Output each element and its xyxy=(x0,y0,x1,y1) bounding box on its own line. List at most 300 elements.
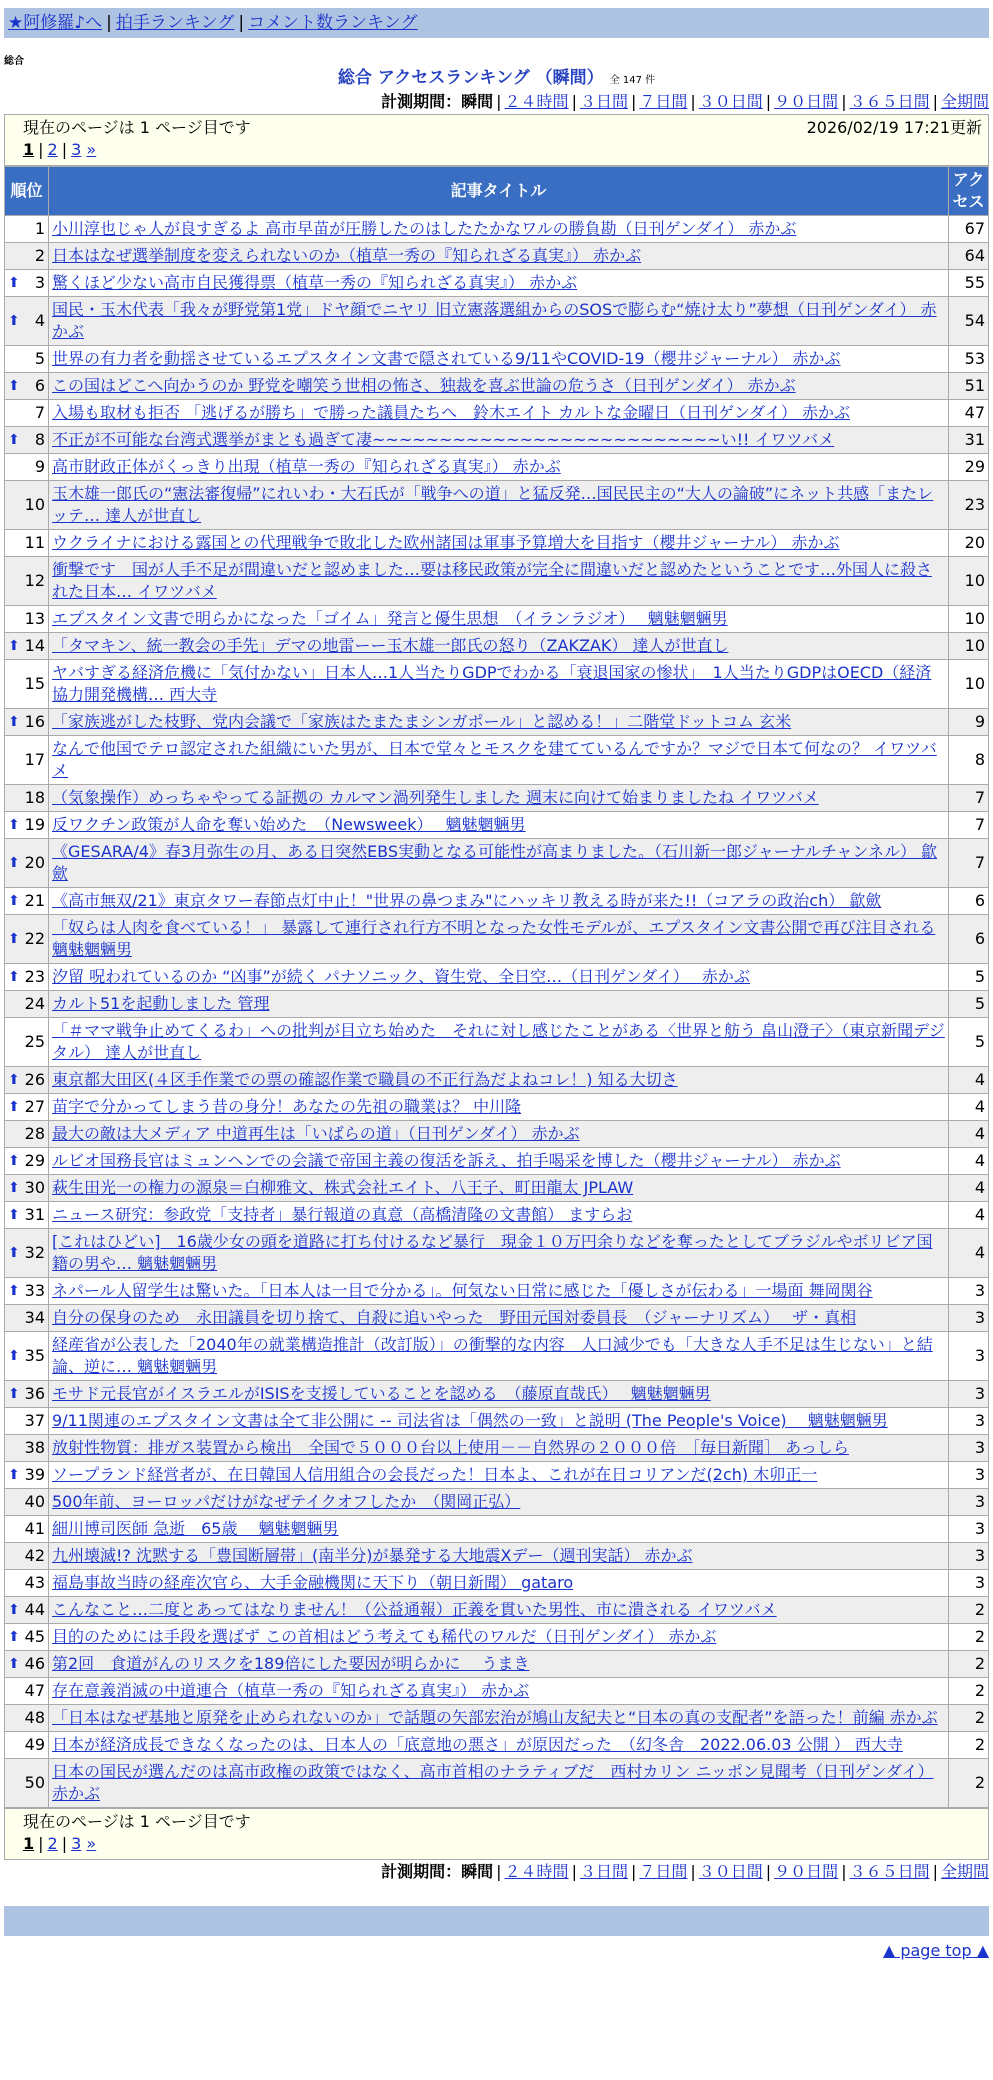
article-link[interactable]: 日本が経済成長できなくなったのは、日本人の「底意地の悪さ」が原因だった （幻冬舎 2022.06.03 公開 ） 西大寺 xyxy=(52,1735,903,1754)
up-arrow-icon: ⬆ xyxy=(8,1072,20,1088)
access-count: 2 xyxy=(949,1624,989,1651)
title-cell xyxy=(49,1018,949,1067)
table-row xyxy=(5,346,989,373)
page-status: 現在のページは 1 ページ目です xyxy=(23,118,251,137)
access-count: 3 xyxy=(949,1305,989,1332)
rank-number: 26 xyxy=(24,1070,45,1089)
rank-number: 44 xyxy=(24,1600,45,1619)
title-cell xyxy=(49,1381,949,1408)
rank-number: 39 xyxy=(24,1465,45,1484)
page-link[interactable]: 2 xyxy=(47,1834,58,1853)
rank-number: 4 xyxy=(34,311,45,330)
title-cell xyxy=(49,964,949,991)
rank-cell xyxy=(5,1202,49,1229)
rank-cell xyxy=(5,1278,49,1305)
rank-cell xyxy=(5,427,49,454)
article-link[interactable]: 放射性物質：排ガス装置から検出 全国で５０００台以上使用－－自然界の２０００倍 ［毎日新聞］ あっしら xyxy=(52,1438,849,1457)
table-row xyxy=(5,839,989,888)
rank-cell xyxy=(5,481,49,530)
up-arrow-icon: ⬆ xyxy=(8,1245,20,1261)
access-count: 10 xyxy=(949,633,989,660)
rank-number: 12 xyxy=(24,571,45,590)
table-row xyxy=(5,427,989,454)
rank-cell xyxy=(5,709,49,736)
article-link[interactable]: 自分の保身のため 永田議員を切り捨て、自殺に追いやった 野田元国対委員長 （ジャーナリズム） ザ・真相 xyxy=(52,1308,857,1327)
article-link[interactable]: 「日本はなぜ基地と原発を止められないのか」で話題の矢部宏治が鳩山友紀夫と“日本の真の支配者”を語った！前編 赤かぶ xyxy=(52,1708,938,1727)
table-row xyxy=(5,557,989,606)
rank-number: 2 xyxy=(34,246,45,265)
period-option-link[interactable]: ９０日間 xyxy=(774,92,839,111)
article-link[interactable]: 経産省が公表した「2040年の就業構造推計（改訂版）」の衝撃的な内容 人口減少でも「大きな人手不足は生じない」と結論、逆に… 魑魅魍魎男 xyxy=(52,1335,933,1376)
article-link[interactable]: 汐留 呪われているのか “凶事”が続く パナソニック、資生党、全日空…（日刊ゲンダイ） 赤かぶ xyxy=(52,967,750,986)
period-option-link[interactable]: ９０日間 xyxy=(774,1862,839,1881)
title-cell xyxy=(49,1678,949,1705)
rank-number: 11 xyxy=(24,533,45,552)
clap-ranking-link[interactable]: 拍手ランキング xyxy=(115,13,235,33)
rank-cell xyxy=(5,1018,49,1067)
title-cell xyxy=(49,736,949,785)
table-row xyxy=(5,297,989,346)
rank-cell xyxy=(5,1067,49,1094)
current-page: 1 xyxy=(23,140,35,159)
access-count: 2 xyxy=(949,1678,989,1705)
rank-cell xyxy=(5,839,49,888)
ranking-title xyxy=(4,66,989,90)
up-arrow-icon: ⬆ xyxy=(8,931,20,947)
comment-ranking-link[interactable]: コメント数ランキング xyxy=(248,13,418,33)
access-count: 5 xyxy=(949,964,989,991)
article-link[interactable]: 高市財政正体がくっきり出現（植草一秀の『知られざる真実』） 赤かぶ xyxy=(52,457,561,476)
ranking-table xyxy=(4,166,989,1808)
rank-cell xyxy=(5,991,49,1018)
up-arrow-icon: ⬆ xyxy=(8,1348,20,1364)
article-link[interactable]: 福島事故当時の経産次官ら、大手金融機関に天下り（朝日新聞） gataro xyxy=(52,1573,574,1592)
access-count: 10 xyxy=(949,606,989,633)
article-link[interactable]: 国民・玉木代表「我々が野党第1党」ドヤ顔でニヤリ 旧立憲落選組からのSOSで膨らむ“焼け太り”夢想（日刊ゲンダイ） 赤かぶ xyxy=(52,300,937,341)
access-count: 3 xyxy=(949,1516,989,1543)
access-count: 4 xyxy=(949,1229,989,1278)
table-row xyxy=(5,270,989,297)
up-arrow-icon: ⬆ xyxy=(8,638,20,654)
table-row xyxy=(5,1094,989,1121)
table-row xyxy=(5,660,989,709)
article-link[interactable]: 入場も取材も拒否 「逃げるが勝ち」で勝った議員たちへ 鈴木エイト カルトな金曜日（日刊ゲンダイ） 赤かぶ xyxy=(52,403,850,422)
table-row xyxy=(5,1624,989,1651)
access-count: 3 xyxy=(949,1543,989,1570)
access-count: 7 xyxy=(949,839,989,888)
rank-cell xyxy=(5,1759,49,1808)
article-link[interactable]: ウクライナにおける露国との代理戦争で敗北した欧州諸国は軍事予算増大を目指す（櫻井ジャーナル） 赤かぶ xyxy=(52,533,840,552)
up-arrow-icon: ⬆ xyxy=(8,275,20,291)
access-count: 6 xyxy=(949,915,989,964)
page-link[interactable]: 2 xyxy=(47,140,58,159)
rank-number: 3 xyxy=(34,273,45,292)
table-row xyxy=(5,1332,989,1381)
rank-cell xyxy=(5,1332,49,1381)
up-arrow-icon: ⬆ xyxy=(8,714,20,730)
article-link[interactable]: 日本はなぜ選挙制度を変えられないのか（植草一秀の『知られざる真実』） 赤かぶ xyxy=(52,246,642,265)
title-cell xyxy=(49,216,949,243)
rank-cell xyxy=(5,530,49,557)
title-cell xyxy=(49,1202,949,1229)
article-link[interactable]: ネパール人留学生は驚いた。「日本人は一目で分かる」。何気ない日常に感じた「優しさが伝わる」一場面 舞岡関谷 xyxy=(52,1281,873,1300)
access-count: 8 xyxy=(949,736,989,785)
page-separator: | xyxy=(61,140,68,159)
page-separator: | xyxy=(38,1834,44,1853)
title-cell xyxy=(49,1067,949,1094)
up-arrow-icon: ⬆ xyxy=(8,1656,20,1672)
period-option-link[interactable]: ３日間 xyxy=(579,92,628,111)
access-count: 64 xyxy=(949,243,989,270)
rank-cell xyxy=(5,454,49,481)
rank-number: 20 xyxy=(24,853,45,872)
title-cell xyxy=(49,660,949,709)
rank-cell xyxy=(5,1624,49,1651)
article-link[interactable]: 「奴らは人肉を食べている！」 暴露して連行され行方不明となった女性モデルが、エプスタイン文書公開で再び注目される 魑魅魍魎男 xyxy=(52,918,936,959)
rank-number: 43 xyxy=(24,1573,45,1592)
period-label: 計測期間： xyxy=(381,92,462,111)
rank-cell xyxy=(5,1489,49,1516)
title-cell xyxy=(49,1148,949,1175)
access-count: 10 xyxy=(949,660,989,709)
table-row xyxy=(5,812,989,839)
next-page-link[interactable]: » xyxy=(86,1834,97,1853)
page-status: 現在のページは 1 ページ目です xyxy=(23,1812,251,1831)
article-link[interactable]: 第2回 食道がんのリスクを189倍にした要因が明らかに うまき xyxy=(52,1654,530,1673)
title-cell xyxy=(49,530,949,557)
title-cell xyxy=(49,915,949,964)
rank-cell xyxy=(5,1597,49,1624)
access-count: 51 xyxy=(949,373,989,400)
rank-cell xyxy=(5,1229,49,1278)
article-link[interactable]: この国はどこへ向かうのか 野党を嘲笑う世相の怖さ、独裁を喜ぶ世論の危うさ（日刊ゲンダイ） 赤かぶ xyxy=(52,376,796,395)
col-access-header: アクセス xyxy=(949,167,989,216)
rank-cell xyxy=(5,915,49,964)
article-link[interactable]: 萩生田光一の権力の源泉＝白柳雅文、株式会社エイト、八王子、町田龍太 JPLAW xyxy=(52,1178,634,1197)
rank-number: 1 xyxy=(34,219,45,238)
table-row xyxy=(5,964,989,991)
period-separator: | xyxy=(630,92,637,111)
rank-number: 10 xyxy=(24,495,45,514)
article-link[interactable]: 《高市無双/21》東京タワー春節点灯中止！"世界の鼻つまみ"にハッキリ教える時が来た!!（コアラの政治ch） 歙歛 xyxy=(52,891,882,910)
rank-cell xyxy=(5,557,49,606)
rank-cell xyxy=(5,736,49,785)
home-link[interactable]: ★阿修羅♪へ xyxy=(8,13,103,33)
up-arrow-icon: ⬆ xyxy=(8,893,20,909)
article-link[interactable]: [これはひどい] 16歳少女の頭を道路に打ち付けるなど暴行 現金１０万円余りなどを奪ったとしてブラジルやボリビア国籍の男や… 魑魅魍魎男 xyxy=(52,1232,933,1273)
rank-number: 17 xyxy=(24,750,45,769)
title-cell xyxy=(49,1651,949,1678)
access-count: 9 xyxy=(949,709,989,736)
table-row xyxy=(5,1067,989,1094)
rank-cell xyxy=(5,888,49,915)
rank-number: 16 xyxy=(24,712,45,731)
period-option-link[interactable]: ３６５日間 xyxy=(849,92,930,111)
period-option-link[interactable]: ３０日間 xyxy=(698,92,763,111)
title-cell xyxy=(49,346,949,373)
title-cell xyxy=(49,270,949,297)
page-link[interactable]: 3 xyxy=(71,1834,82,1853)
access-count: 3 xyxy=(949,1489,989,1516)
period-option-link[interactable]: 全期間 xyxy=(940,1862,989,1881)
title-cell xyxy=(49,888,949,915)
rank-cell xyxy=(5,1678,49,1705)
rank-cell xyxy=(5,1705,49,1732)
article-link[interactable]: カルト51を起動しました 管理 xyxy=(52,994,270,1013)
rank-number: 36 xyxy=(24,1384,45,1403)
table-row xyxy=(5,1651,989,1678)
title-cell xyxy=(49,557,949,606)
pager-top xyxy=(4,114,989,166)
top-nav xyxy=(4,8,989,38)
rank-cell xyxy=(5,1305,49,1332)
article-link[interactable]: 「＃ママ戦争止めてくるわ」への批判が目立ち始めた それに対し感じたことがある〈世界と舫う 畠山澄子〉（東京新聞デジタル） 達人が世直し xyxy=(52,1021,945,1062)
up-arrow-icon: ⬆ xyxy=(8,1099,20,1115)
table-row xyxy=(5,606,989,633)
article-link[interactable]: 不正が不可能な台湾式選挙がまとも過ぎて凄~~~~~~~~~~~~~~~~~~~~~~~~~~い!! イワツバメ xyxy=(52,430,835,449)
rank-number: 13 xyxy=(24,609,45,628)
rank-cell xyxy=(5,346,49,373)
rank-number: 42 xyxy=(24,1546,45,1565)
period-separator: | xyxy=(690,92,696,111)
page xyxy=(4,8,989,1964)
rank-cell xyxy=(5,660,49,709)
title-cell xyxy=(49,1305,949,1332)
access-count: 4 xyxy=(949,1067,989,1094)
article-link[interactable]: 小川淳也じゃ人が良すぎるよ 高市早苗が圧勝したのはしたたかなワルの勝負勘（日刊ゲンダイ） 赤かぶ xyxy=(52,219,797,238)
period-separator: | xyxy=(765,92,772,111)
title-cell xyxy=(49,1570,949,1597)
article-link[interactable]: 《GESARA/4》春3月弥生の月、ある日突然EBS実動となる可能性が高まりました。（石川新一郎ジャーナルチャンネル） 歙歛 xyxy=(52,842,938,883)
table-row xyxy=(5,633,989,660)
access-count: 3 xyxy=(949,1408,989,1435)
article-link[interactable]: エプスタイン文書で明らかになった「ゴイム」発言と優生思想 （イランラジオ） 魑魅魍魎男 xyxy=(52,609,728,628)
title-cell xyxy=(49,1516,949,1543)
access-count: 10 xyxy=(949,557,989,606)
title-cell xyxy=(49,297,949,346)
article-link[interactable]: 東京都大田区(４区手作業での票の確認作業で職員の不正行為だよねコレ！) 知る大切さ xyxy=(52,1070,678,1089)
rank-number: 25 xyxy=(24,1032,45,1051)
page-separator: | xyxy=(38,140,44,159)
pagetop-area xyxy=(4,1938,989,1964)
period-separator: | xyxy=(496,1862,502,1881)
article-link[interactable]: 玉木雄一郎氏の“憲法審復帰”にれいわ・大石氏が「戦争への道」と猛反発…国民民主の“大人の論破”にネット共感「またレッテ… 達人が世直し xyxy=(52,484,934,525)
footer-bar xyxy=(4,1906,989,1936)
rank-cell xyxy=(5,1435,49,1462)
rank-cell xyxy=(5,1148,49,1175)
period-option-link[interactable]: ７日間 xyxy=(639,1862,688,1881)
access-count: 4 xyxy=(949,1175,989,1202)
access-count: 6 xyxy=(949,888,989,915)
title-cell xyxy=(49,1759,949,1808)
rank-cell xyxy=(5,216,49,243)
access-count: 3 xyxy=(949,1381,989,1408)
article-link[interactable]: 反ワクチン政策が人命を奪い始めた （Newsweek） 魑魅魍魎男 xyxy=(52,815,526,834)
access-count: 2 xyxy=(949,1759,989,1808)
rank-number: 46 xyxy=(24,1654,45,1673)
access-count: 5 xyxy=(949,1018,989,1067)
rank-number: 34 xyxy=(24,1308,45,1327)
table-row xyxy=(5,785,989,812)
access-count: 2 xyxy=(949,1705,989,1732)
period-separator: | xyxy=(932,92,938,111)
period-separator: | xyxy=(690,1862,696,1881)
article-link[interactable]: モサド元長官がイスラエルがISISを支援していることを認める （藤原直哉氏） 魑魅魍魎男 xyxy=(52,1384,711,1403)
rank-cell xyxy=(5,1408,49,1435)
table-row xyxy=(5,1732,989,1759)
period-option-link[interactable]: ３日間 xyxy=(579,1862,628,1881)
rank-number: 8 xyxy=(34,430,45,449)
article-link[interactable]: 九州壊滅!? 沈黙する「豊国断層帯」(南半分)が暴発する大地震Xデー（週刊実話） 赤かぶ xyxy=(52,1546,693,1565)
table-row xyxy=(5,1570,989,1597)
title-cell xyxy=(49,709,949,736)
rank-number: 31 xyxy=(24,1205,45,1224)
title-cell xyxy=(49,1543,949,1570)
table-row xyxy=(5,481,989,530)
access-count: 4 xyxy=(949,1202,989,1229)
access-count: 2 xyxy=(949,1732,989,1759)
article-link[interactable]: 日本の国民が選んだのは高市政権の政策ではなく、高市首相のナラティブだ 西村カリン ニッポン見聞考（日刊ゲンダイ） 赤かぶ xyxy=(52,1762,934,1803)
article-link[interactable]: 9/11関連のエプスタイン文書は全て非公開に -- 司法省は「偶然の一致」と説明 (The People's Voice) 魑魅魍魎男 xyxy=(52,1411,888,1430)
access-count: 5 xyxy=(949,991,989,1018)
access-count: 20 xyxy=(949,530,989,557)
article-link[interactable]: ヤバすぎる経済危機に「気付かない」日本人…1人当たりGDPでわかる「衰退国家の惨状」 1人当たりGDPはOECD（経済協力開発機構… 西大寺 xyxy=(52,663,932,704)
article-link[interactable]: こんなこと…二度とあってはなりません！（公益通報）正義を貫いた男性、市に潰される イワツバメ xyxy=(52,1600,777,1619)
period-option-link[interactable]: ７日間 xyxy=(639,92,688,111)
title-cell xyxy=(49,1462,949,1489)
updated-time: 2026/02/19 17:21更新 xyxy=(806,118,982,137)
rank-cell xyxy=(5,243,49,270)
title-cell xyxy=(49,1705,949,1732)
breadcrumb: 総合 xyxy=(4,56,24,67)
article-link[interactable]: 目的のためには手段を選ばず この首相はどう考えても稀代のワルだ（日刊ゲンダイ） 赤かぶ xyxy=(52,1627,717,1646)
period-option-link[interactable]: ３６５日間 xyxy=(849,1862,930,1881)
period-separator: | xyxy=(765,1862,772,1881)
article-link[interactable]: ルビオ国務長官はミュンヘンでの会議で帝国主義の復活を訴え、拍手喝采を博した（櫻井ジャーナル） 赤かぶ xyxy=(52,1151,841,1170)
title-cell xyxy=(49,454,949,481)
up-arrow-icon: ⬆ xyxy=(8,1629,20,1645)
period-separator: | xyxy=(571,92,577,111)
title-cell xyxy=(49,373,949,400)
period-label: 計測期間： xyxy=(381,1862,462,1881)
rank-cell xyxy=(5,964,49,991)
article-link[interactable]: 最大の敵は大メディア 中道再生は「いばらの道」（日刊ゲンダイ） 赤かぶ xyxy=(52,1124,580,1143)
rank-number: 24 xyxy=(24,994,45,1013)
title-cell xyxy=(49,991,949,1018)
article-link[interactable]: 細川博司医師 急逝 65歳 魑魅魍魎男 xyxy=(52,1519,339,1538)
period-option-link[interactable]: 全期間 xyxy=(940,92,989,111)
title-cell xyxy=(49,1094,949,1121)
page-link[interactable]: 3 xyxy=(71,140,82,159)
table-row xyxy=(5,400,989,427)
access-count: 47 xyxy=(949,400,989,427)
table-row xyxy=(5,1278,989,1305)
rank-cell xyxy=(5,1094,49,1121)
article-link[interactable]: 世界の有力者を動揺させているエプスタイン文書で隠されている9/11やCOVID-19（櫻井ジャーナル） 赤かぶ xyxy=(52,349,841,368)
table-row xyxy=(5,1462,989,1489)
article-link[interactable]: 衝撃です 国が人手不足が間違いだと認めました…要は移民政策が完全に間違いだと認めたということです…外国人に殺された日本… イワツバメ xyxy=(52,560,933,601)
article-link[interactable]: 500年前、ヨーロッパだけがなぜテイクオフしたか （関岡正弘） xyxy=(52,1492,521,1511)
up-arrow-icon: ⬆ xyxy=(8,1153,20,1169)
period-option-link[interactable]: ２４時間 xyxy=(504,1862,569,1881)
access-count: 7 xyxy=(949,812,989,839)
title-cell xyxy=(49,1278,949,1305)
up-arrow-icon: ⬆ xyxy=(8,313,20,329)
article-link[interactable]: 「タマキン、統一教会の手先」デマの地雷ーー玉木雄一郎氏の怒り（ZAKZAK） 達人が世直し xyxy=(52,636,729,655)
table-row xyxy=(5,1018,989,1067)
access-count: 3 xyxy=(949,1462,989,1489)
nav-separator: | xyxy=(106,13,112,33)
article-link[interactable]: ニュース研究：参政党「支持者」暴行報道の真意（高橋清隆の文書館） ますらお xyxy=(52,1205,633,1224)
page-links xyxy=(23,1833,982,1855)
title-cell xyxy=(49,1624,949,1651)
rank-number: 29 xyxy=(24,1151,45,1170)
rank-number: 15 xyxy=(24,674,45,693)
up-arrow-icon: ⬆ xyxy=(8,1207,20,1223)
rank-number: 19 xyxy=(24,815,45,834)
up-arrow-icon: ⬆ xyxy=(8,1467,20,1483)
table-row xyxy=(5,1759,989,1808)
rank-cell xyxy=(5,1381,49,1408)
next-page-link[interactable]: » xyxy=(86,140,97,159)
table-row xyxy=(5,915,989,964)
table-row xyxy=(5,243,989,270)
period-separator: | xyxy=(571,1862,577,1881)
table-row xyxy=(5,1435,989,1462)
article-link[interactable]: 「家族逃がした枝野、党内会議で「家族はたまたまシンガポール」と認める！」二階堂ドットコム 玄米 xyxy=(52,712,792,731)
article-link[interactable]: 苗字で分かってしまう昔の身分！あなたの先祖の職業は？ 中川隆 xyxy=(52,1097,522,1116)
period-selector-top xyxy=(4,90,989,114)
access-count: 53 xyxy=(949,346,989,373)
title-cell xyxy=(49,243,949,270)
rank-cell xyxy=(5,1516,49,1543)
table-row xyxy=(5,1678,989,1705)
article-link[interactable]: 存在意義消滅の中道連合（植草一秀の『知られざる真実』） 赤かぶ xyxy=(52,1681,530,1700)
rank-number: 28 xyxy=(24,1124,45,1143)
access-count: 4 xyxy=(949,1148,989,1175)
table-row xyxy=(5,454,989,481)
page-links xyxy=(23,139,982,161)
pager-bottom xyxy=(4,1808,989,1860)
article-link[interactable]: 驚くほど少ない高市自民獲得票（植草一秀の『知られざる真実』） 赤かぶ xyxy=(52,273,578,292)
table-row xyxy=(5,1516,989,1543)
article-link[interactable]: ソープランド経営者が、在日韓国人信用組合の会長だった！日本よ、これが在日コリアンだ(2ch) 木卯正一 xyxy=(52,1465,818,1484)
page-separator: | xyxy=(61,1834,68,1853)
rank-cell xyxy=(5,373,49,400)
rank-number: 5 xyxy=(34,349,45,368)
table-row xyxy=(5,709,989,736)
period-current: 瞬間 xyxy=(461,1862,494,1881)
access-count: 67 xyxy=(949,216,989,243)
rank-number: 14 xyxy=(24,636,45,655)
table-row xyxy=(5,1543,989,1570)
page-top-link[interactable]: ▲ page top ▲ xyxy=(882,1941,989,1960)
title-cell xyxy=(49,633,949,660)
rank-cell xyxy=(5,812,49,839)
title-cell xyxy=(49,1435,949,1462)
table-row xyxy=(5,373,989,400)
title-cell xyxy=(49,812,949,839)
period-option-link[interactable]: ２４時間 xyxy=(504,92,569,111)
rank-number: 32 xyxy=(24,1243,45,1262)
article-link[interactable]: （気象操作）めっちゃやってる証拠の カルマン渦列発生しました 週末に向けて始まりましたね イワツバメ xyxy=(52,788,819,807)
rank-number: 21 xyxy=(24,891,45,910)
rank-cell xyxy=(5,785,49,812)
article-link[interactable]: なんで他国でテロ認定された組織にいた男が、日本で堂々とモスクを建てているんですか？マジで日本て何なの？ イワツバメ xyxy=(52,739,937,780)
up-arrow-icon: ⬆ xyxy=(8,432,20,448)
rank-number: 40 xyxy=(24,1492,45,1511)
period-option-link[interactable]: ３０日間 xyxy=(698,1862,763,1881)
